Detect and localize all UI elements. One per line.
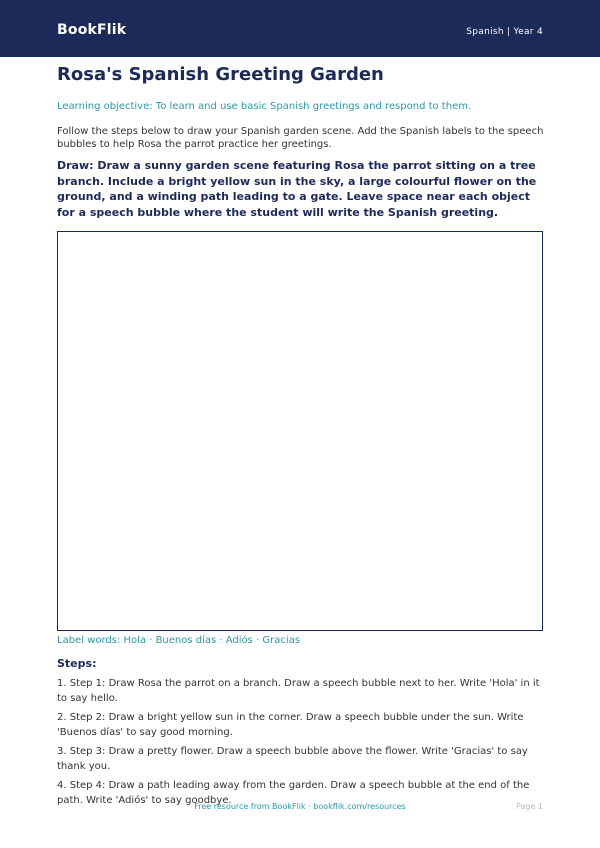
footer-resource-link[interactable]: Free resource from BookFlik · bookflik.com/resources — [194, 802, 406, 811]
subject-year-label: Spanish | Year 4 — [466, 27, 543, 37]
page-header — [0, 0, 600, 57]
step-item: 4. Step 4: Draw a path leading away from the garden. Draw a speech bubble at the end of the path. Write 'Adiós' to say goodbye. — [57, 780, 530, 806]
step-item: 1. Step 1: Draw Rosa the parrot on a branch. Draw a speech bubble next to her. Write 'Hola' in it to say hello. — [57, 678, 540, 704]
brand-logo-text[interactable]: BookFlik — [57, 22, 127, 38]
page-title: Rosa's Spanish Greeting Garden — [57, 64, 384, 85]
steps-list — [57, 676, 547, 812]
learning-objective: Learning objective: To learn and use basic Spanish greetings and respond to them. — [57, 101, 472, 112]
intro-text: Follow the steps below to draw your Spanish garden scene. Add the Spanish labels to the speech bubbles to help Rosa the parrot practice her greetings. — [57, 126, 544, 150]
step-item: 2. Step 2: Draw a bright yellow sun in the corner. Draw a speech bubble under the sun. Write 'Buenos días' to say good morning. — [57, 712, 524, 738]
step-item: 3. Step 3: Draw a pretty flower. Draw a speech bubble above the flower. Write 'Gracias' to say thank you. — [57, 746, 528, 772]
draw-instruction: Draw: Draw a sunny garden scene featuring Rosa the parrot sitting on a tree branch. Include a bright yellow sun in the sky, a large colourful flower on the ground, and a winding path leading to a gate. Leave space near each object for a speech bubble where the student will write the Spanish greeting. — [57, 159, 537, 219]
steps-heading: Steps: — [57, 657, 97, 670]
page-number: Page 1 — [516, 802, 543, 811]
label-words: Label words: Hola · Buenos días · Adiós · Gracias — [57, 635, 301, 646]
drawing-area[interactable] — [57, 231, 543, 631]
